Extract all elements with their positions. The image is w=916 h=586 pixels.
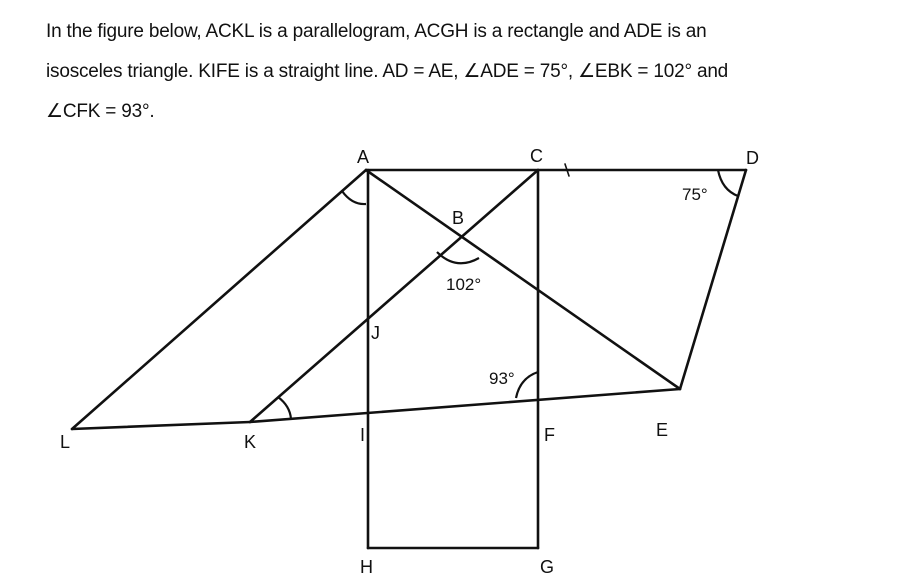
angle-arc-K [278,397,291,419]
segment-AL [72,170,366,429]
problem-line-3: ∠CFK = 93°. [46,101,155,122]
point-label-H: H [360,557,373,577]
point-label-B: B [452,208,465,228]
angle-arc-D [718,170,738,196]
angle-label-ADE: 75° [682,185,708,204]
point-label-L: L [60,432,71,452]
problem-line-1: In the figure below, ACKL is a parallelogram, ACGH is a rectangle and ADE is an [46,21,707,42]
angle-label-EBK: 102° [446,275,482,294]
point-label-E: E [656,420,669,440]
segment-LK [72,422,250,429]
point-label-A: A [357,147,370,167]
segment-KE [250,389,680,422]
angle-arc-A [342,191,366,204]
point-label-D: D [746,148,759,168]
point-label-K: K [244,432,257,452]
problem-line-2: isosceles triangle. KIFE is a straight line. AD = AE, ∠ADE = 75°, ∠EBK = 102° and [46,61,729,82]
point-label-G: G [540,557,555,577]
point-label-F: F [544,425,555,445]
point-label-C: C [530,146,543,166]
angle-arc-F [516,372,538,398]
point-label-I: I [360,425,366,445]
angle-label-CFK: 93° [489,369,515,388]
point-label-J: J [371,323,380,343]
